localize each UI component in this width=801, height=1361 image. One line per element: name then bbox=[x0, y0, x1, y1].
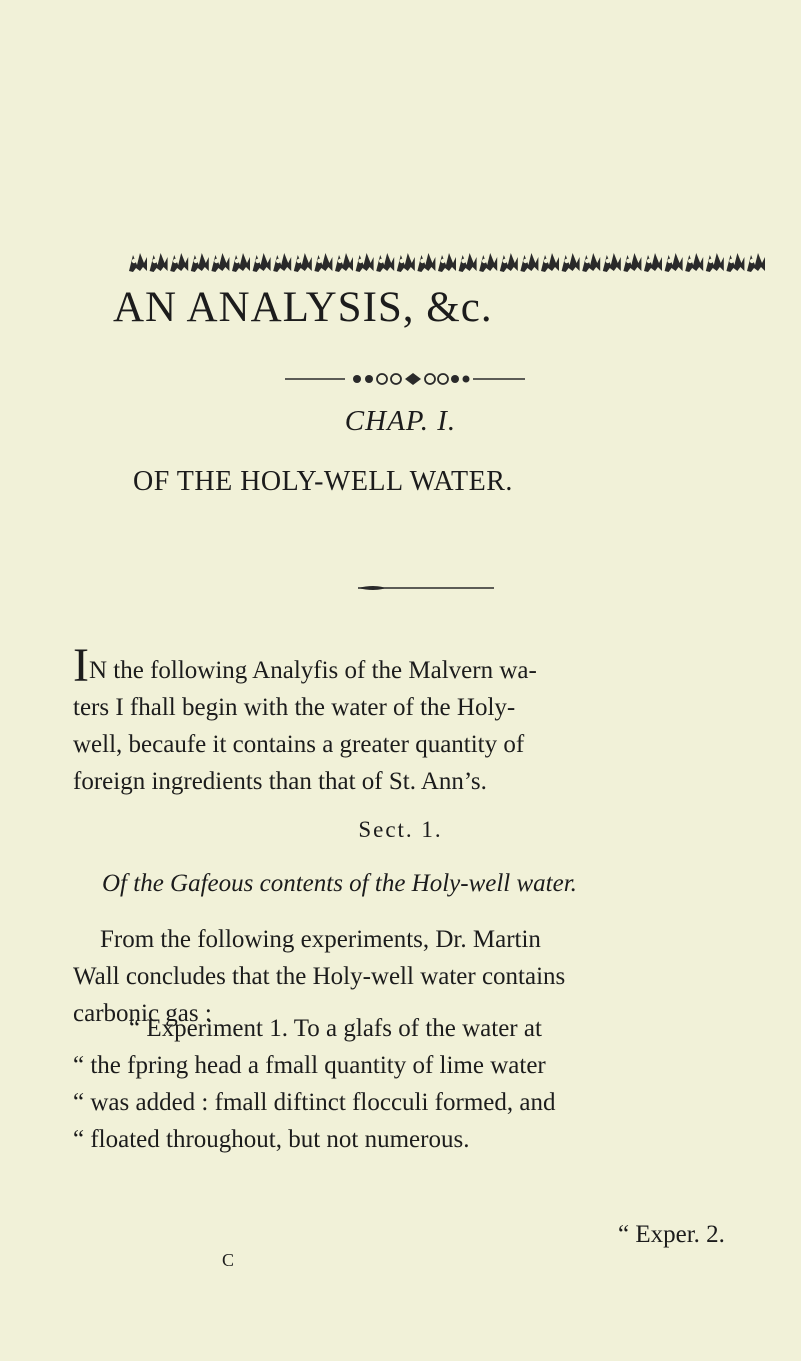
para3-line-4: “ floated throughout, but not numerous. bbox=[73, 1126, 470, 1153]
intro-line-4: foreign ingredients than that of St. Ann’s. bbox=[73, 768, 487, 795]
catchword: “ Exper. 2. bbox=[618, 1221, 725, 1248]
section-heading: Sect. 1. bbox=[358, 817, 443, 842]
para2-line-3: carbonic gas : bbox=[73, 1000, 212, 1027]
intro-line-2: ters I fhall begin with the water of the Holy- bbox=[73, 694, 516, 721]
decorative-rule-icon bbox=[285, 372, 525, 386]
intro-paragraph bbox=[73, 639, 773, 800]
drop-cap: I bbox=[73, 639, 89, 692]
para2-line-2: Wall concludes that the Holy-well water contains bbox=[73, 963, 566, 990]
para3-line-2: “ the fpring head a fmall quantity of lime water bbox=[73, 1052, 546, 1079]
ornament-band-icon bbox=[128, 251, 766, 273]
intro-line-1 bbox=[73, 639, 773, 692]
section-subtitle: Of the Gafeous contents of the Holy-well water. bbox=[102, 870, 577, 897]
intro-line-1-text: N the following Analyfis of the Malvern wa- bbox=[88, 657, 537, 684]
para3-line-3: “ was added : fmall diftinct flocculi formed, and bbox=[73, 1089, 556, 1116]
signature-mark: C bbox=[222, 1250, 235, 1270]
intro-line-3: well, becaufe it contains a greater quantity of bbox=[73, 731, 525, 758]
divider-rule-icon bbox=[262, 584, 494, 592]
chapter-number: CHAP. I. bbox=[344, 405, 457, 437]
para3-line-1: “ Experiment 1. To a glafs of the water at bbox=[129, 1015, 542, 1042]
chapter-title: OF THE HOLY-WELL WATER. bbox=[133, 466, 513, 497]
page-title: AN ANALYSIS, &c. bbox=[113, 284, 493, 331]
quote-paragraph bbox=[73, 1010, 773, 1158]
para2-line-1: From the following experiments, Dr. Martin bbox=[100, 926, 541, 953]
